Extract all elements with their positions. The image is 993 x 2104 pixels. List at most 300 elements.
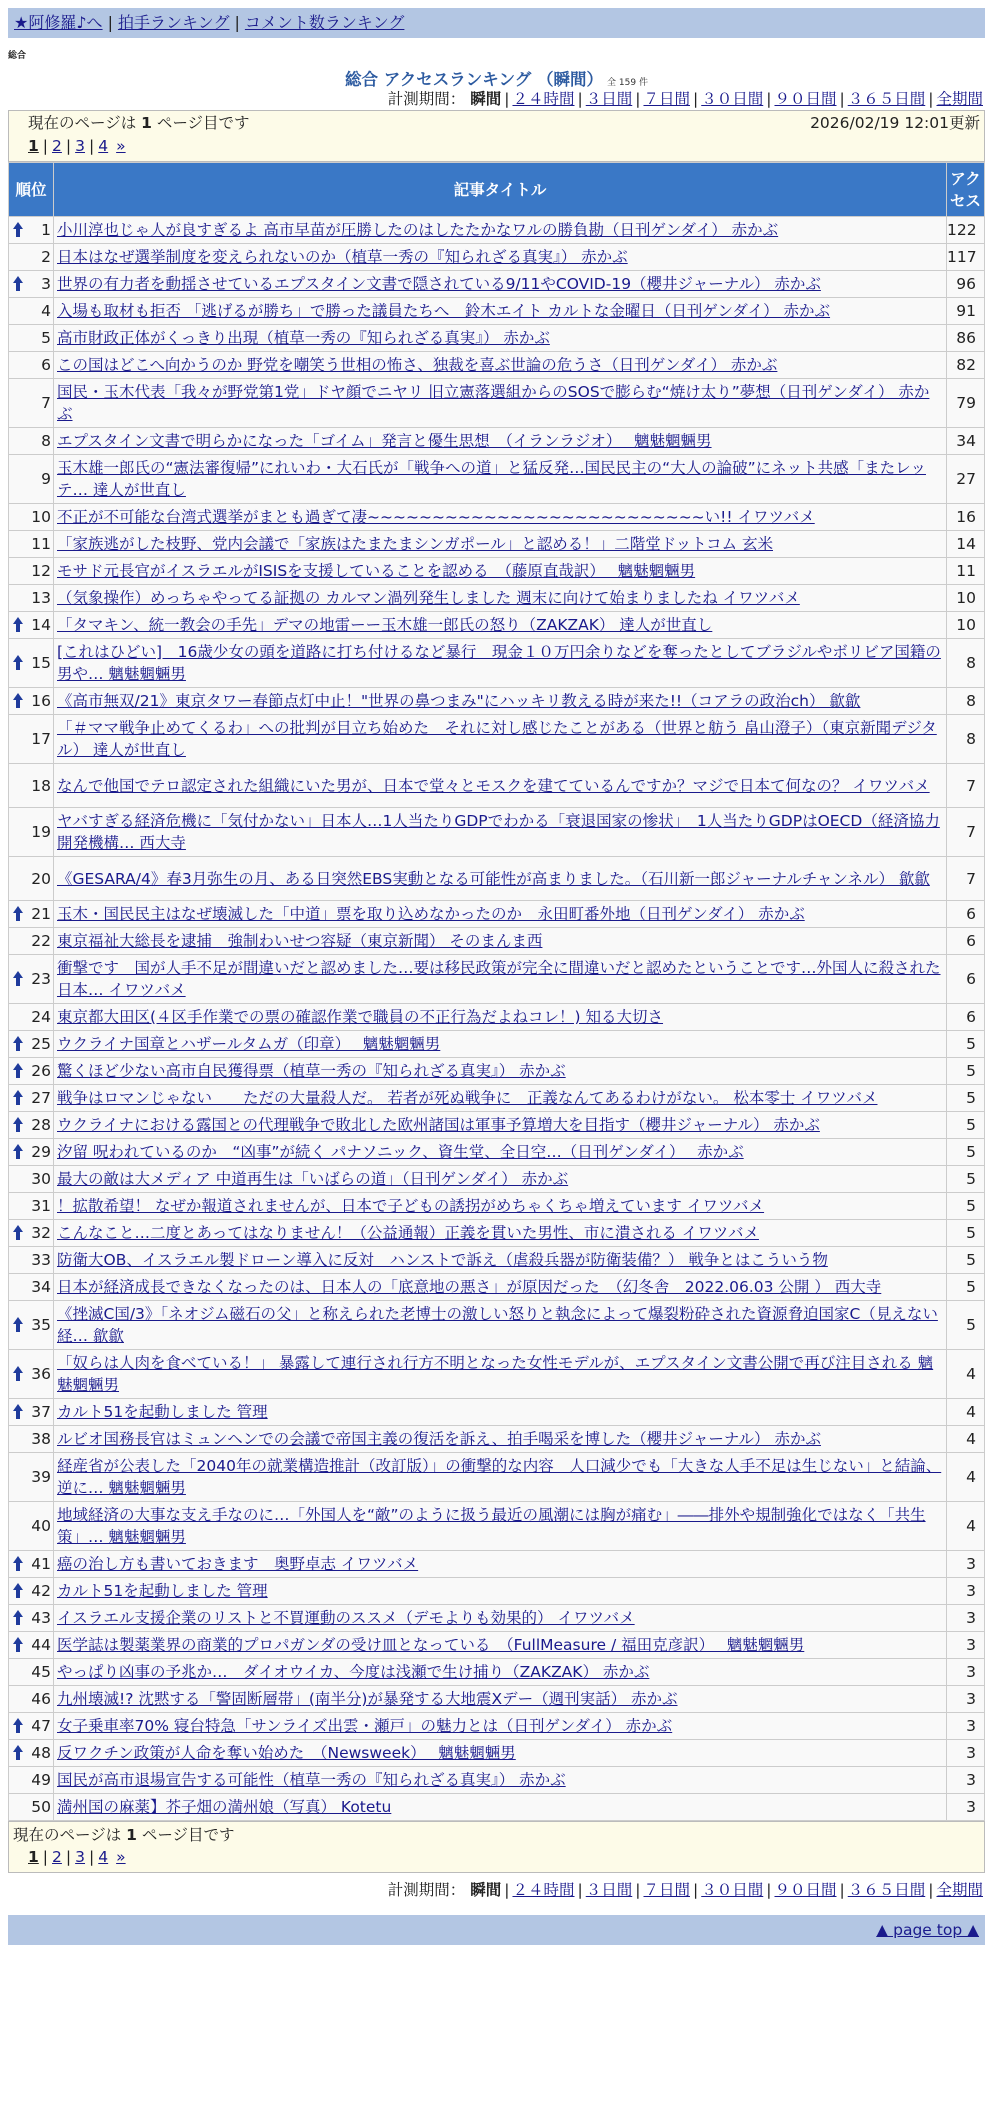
title-cell	[54, 688, 947, 715]
article-title-link[interactable]: 医学誌は製薬業界の商業的プロパガンダの受け皿となっている （FullMeasure / 福田克彦訳） 魑魅魍魎男	[57, 1636, 805, 1654]
title-cell	[54, 1058, 947, 1085]
table-row	[9, 504, 985, 531]
rank-cell	[9, 1659, 54, 1686]
article-title-link[interactable]: こんなこと…二度とあってはなりません！（公益通報）正義を貫いた男性、市に潰される イワツバメ	[57, 1224, 759, 1242]
article-title-link[interactable]: 国民が高市退場宣告する可能性（植草一秀の『知られざる真実』） 赤かぶ	[57, 1771, 566, 1789]
rank-number: 33	[31, 1251, 51, 1269]
total-count: 全 159 件	[607, 78, 648, 88]
rank-cell	[9, 585, 54, 612]
title-cell	[54, 955, 947, 1004]
rank-number: 49	[31, 1771, 51, 1789]
pager-bottom-next[interactable]: »	[116, 1848, 126, 1866]
rank-up-arrow-icon	[13, 1718, 23, 1734]
article-title-link[interactable]: 汐留 呪われているのか “凶事”が続く パナソニック、資生堂、全日空…（日刊ゲンダイ） 赤かぶ	[57, 1143, 744, 1161]
table-row	[9, 1350, 985, 1399]
rank-up-arrow-icon	[13, 222, 23, 238]
title-cell	[54, 764, 947, 808]
access-count: 4	[947, 1453, 985, 1502]
rank-number: 25	[31, 1035, 51, 1053]
article-title-link[interactable]: 「＃ママ戦争止めてくるわ」への批判が目立ち始めた それに対し感じたことがある（世界と舫う 畠山澄子）（東京新聞デジタル） 達人が世直し	[57, 719, 937, 759]
table-row	[9, 1453, 985, 1502]
rank-number: 50	[31, 1798, 51, 1816]
rank-number: 39	[31, 1468, 51, 1486]
access-count: 11	[947, 558, 985, 585]
access-count: 5	[947, 1058, 985, 1085]
access-count: 4	[947, 1350, 985, 1399]
title-cell	[54, 325, 947, 352]
rank-cell	[9, 857, 54, 901]
rank-cell	[9, 1605, 54, 1632]
article-title-link[interactable]: 小川淳也じゃ人が良すぎるよ 高市早苗が圧勝したのはしたたかなワルの勝負勘（日刊ゲンダイ） 赤かぶ	[57, 221, 779, 239]
category-label: 総合	[8, 51, 27, 61]
period-bottom-link-365d[interactable]: ３６５日間	[847, 1881, 926, 1899]
table-row	[9, 1139, 985, 1166]
nav-link-comment-ranking[interactable]: コメント数ランキング	[244, 13, 405, 32]
rank-up-arrow-icon	[13, 617, 23, 633]
rank-number: 22	[31, 932, 51, 950]
rank-number: 9	[41, 470, 51, 488]
rank-number: 26	[31, 1062, 51, 1080]
article-title-link[interactable]: カルト51を起動しました 管理	[57, 1403, 268, 1421]
access-count: 3	[947, 1578, 985, 1605]
rank-number: 46	[31, 1690, 51, 1708]
period-bottom-link-all[interactable]: 全期間	[936, 1881, 983, 1899]
rank-cell	[9, 1453, 54, 1502]
rank-number: 20	[31, 869, 51, 888]
table-row	[9, 1659, 985, 1686]
table-row	[9, 612, 985, 639]
title-cell	[54, 504, 947, 531]
period-bottom-link-7d[interactable]: ７日間	[643, 1881, 690, 1899]
top-nav-bar: ★阿修羅♪へ | 拍手ランキング | コメント数ランキング	[8, 8, 985, 38]
current-page-text-bottom: 現在のページは 1 ページ目です	[13, 1826, 235, 1844]
title-cell	[54, 1220, 947, 1247]
rank-cell	[9, 901, 54, 928]
rank-cell	[9, 1220, 54, 1247]
rank-number: 6	[41, 356, 51, 374]
article-title-link[interactable]: なんで他国でテロ認定された組織にいた男が、日本で堂々とモスクを建てているんですか？マジで日本て何なの？ イワツバメ	[57, 776, 930, 795]
rank-cell	[9, 1426, 54, 1453]
article-title-link[interactable]: [これはひどい] 16歳少女の頭を道路に打ち付けるなど暴行 現金１０万円余りなどを奪ったとしてブラジルやボリビア国籍の男や… 魑魅魍魎男	[57, 643, 941, 683]
access-count: 3	[947, 1794, 985, 1821]
rank-number: 44	[31, 1636, 51, 1654]
nav-link-asyura[interactable]: ★阿修羅♪へ	[14, 13, 103, 32]
article-title-link[interactable]: 防衛大OB、イスラエル製ドローン導入に反対 ハンストで訴え（虐殺兵器が防衛装備？） 戦争とはこういう物	[57, 1251, 828, 1269]
title-cell	[54, 1274, 947, 1301]
rank-cell	[9, 688, 54, 715]
rank-up-arrow-icon	[13, 1745, 23, 1761]
ranking-rows	[9, 217, 985, 1821]
rank-number: 7	[41, 394, 51, 412]
title-cell	[54, 531, 947, 558]
rank-number: 36	[31, 1365, 51, 1383]
current-page-number-bottom: 1	[126, 1826, 137, 1844]
bottom-bar	[8, 1915, 985, 1945]
period-link-3d[interactable]: ３日間	[585, 90, 633, 108]
access-count: 96	[947, 271, 985, 298]
table-row	[9, 1632, 985, 1659]
article-title-link[interactable]: ウクライナにおける露国との代理戦争で敗北した欧州諸国は軍事予算増大を目指す（櫻井ジャーナル） 赤かぶ	[57, 1116, 820, 1134]
table-row	[9, 1220, 985, 1247]
period-bottom-link-90d[interactable]: ９０日間	[774, 1881, 837, 1899]
rank-up-arrow-icon	[13, 1556, 23, 1572]
rank-up-arrow-icon	[13, 1317, 23, 1333]
article-title-link[interactable]: 「タマキン、統一教会の手先」デマの地雷ーー玉木雄一郎氏の怒り（ZAKZAK） 達人が世直し	[57, 616, 713, 634]
access-count: 5	[947, 1085, 985, 1112]
rank-cell	[9, 955, 54, 1004]
rank-cell	[9, 1085, 54, 1112]
access-count: 8	[947, 688, 985, 715]
period-link-all[interactable]: 全期間	[936, 90, 983, 108]
rank-up-arrow-icon	[13, 1637, 23, 1653]
access-count: 34	[947, 428, 985, 455]
title-cell	[54, 1004, 947, 1031]
rank-cell	[9, 455, 54, 504]
title-cell	[54, 298, 947, 325]
table-row	[9, 325, 985, 352]
updated-timestamp: 2026/02/19 12:01更新	[810, 114, 980, 132]
pager-link-2[interactable]: 2	[52, 137, 62, 155]
rank-up-arrow-icon	[13, 693, 23, 709]
rank-number: 41	[31, 1555, 51, 1573]
article-title-link[interactable]: 《高市無双/21》東京タワー春節点灯中止！"世界の鼻つまみ"にハッキリ教える時が来た!!（コアラの政治ch） 歙歙	[57, 692, 861, 710]
access-count: 3	[947, 1632, 985, 1659]
rank-number: 32	[31, 1224, 51, 1242]
article-title-link[interactable]: 驚くほど少ない高市自民獲得票（植草一秀の『知られざる真実』） 赤かぶ	[57, 1062, 566, 1080]
pager-next[interactable]: »	[116, 137, 126, 155]
rank-up-arrow-icon	[13, 1225, 23, 1241]
title-cell	[54, 1301, 947, 1350]
rank-cell	[9, 1502, 54, 1551]
table-row	[9, 1301, 985, 1350]
table-row	[9, 857, 985, 901]
pager-bottom: 1 | 2 | 3 | 4 »	[28, 1848, 126, 1866]
rank-up-arrow-icon	[13, 971, 23, 987]
pager: 1 | 2 | 3 | 4 »	[28, 137, 126, 155]
article-title-link[interactable]: エプスタイン文書で明らかになった「ゴイム」発言と優生思想 （イランラジオ） 魑魅魍魎男	[57, 432, 712, 450]
rank-cell	[9, 764, 54, 808]
table-row	[9, 1605, 985, 1632]
title-cell	[54, 1031, 947, 1058]
pager-bottom-link-4[interactable]: 4	[98, 1848, 109, 1866]
title-cell	[54, 1139, 947, 1166]
rank-number: 15	[31, 654, 51, 672]
table-row	[9, 271, 985, 298]
period-bottom-link-30d[interactable]: ３０日間	[701, 1881, 764, 1899]
table-row	[9, 1686, 985, 1713]
table-row	[9, 244, 985, 271]
access-count: 5	[947, 1139, 985, 1166]
access-count: 7	[947, 857, 985, 901]
nav-link-applause-ranking[interactable]: 拍手ランキング	[117, 13, 230, 32]
rank-cell	[9, 1767, 54, 1794]
table-row	[9, 688, 985, 715]
table-row	[9, 764, 985, 808]
access-count: 3	[947, 1659, 985, 1686]
table-row	[9, 585, 985, 612]
article-title-link[interactable]: 癌の治し方も書いておきます 奥野卓志 イワツバメ	[57, 1555, 419, 1573]
rank-cell	[9, 928, 54, 955]
article-title-link[interactable]: 日本はなぜ選挙制度を変えられないのか（植草一秀の『知られざる真実』） 赤かぶ	[57, 248, 628, 266]
rank-cell	[9, 1794, 54, 1821]
rank-up-arrow-icon	[13, 1404, 23, 1420]
rank-up-arrow-icon	[13, 906, 23, 922]
table-row	[9, 1713, 985, 1740]
article-title-link[interactable]: やっぱり凶事の予兆か… ダイオウイカ、今度は浅瀬で生け捕り（ZAKZAK） 赤かぶ	[57, 1663, 650, 1681]
page-title	[8, 66, 985, 88]
article-title-link[interactable]: （気象操作）めっちゃやってる証拠の カルマン渦列発生しました 週末に向けて始まりましたね イワツバメ	[57, 589, 800, 607]
access-count: 5	[947, 1220, 985, 1247]
pager-bottom-link-2[interactable]: 2	[52, 1848, 62, 1866]
rank-number: 4	[41, 302, 51, 320]
period-link-24h[interactable]: ２４時間	[512, 90, 575, 108]
access-count: 8	[947, 715, 985, 764]
article-title-link[interactable]: モサド元長官がイスラエルがISISを支援していることを認める （藤原直哉訳） 魑魅魍魎男	[57, 562, 696, 580]
rank-cell	[9, 325, 54, 352]
article-title-link[interactable]: ルビオ国務長官はミュンヘンでの会議で帝国主義の復活を訴え、拍手喝采を博した（櫻井ジャーナル） 赤かぶ	[57, 1430, 821, 1448]
rank-up-arrow-icon	[13, 1610, 23, 1626]
title-cell	[54, 1453, 947, 1502]
article-title-link[interactable]: 入場も取材も拒否 「逃げるが勝ち」で勝った議員たちへ 鈴木エイト カルトな金曜日（日刊ゲンダイ） 赤かぶ	[57, 302, 831, 320]
title-cell	[54, 271, 947, 298]
rank-cell	[9, 1004, 54, 1031]
rank-number: 27	[31, 1089, 51, 1107]
rank-cell	[9, 1551, 54, 1578]
access-count: 10	[947, 585, 985, 612]
article-title-link[interactable]: ヤバすぎる経済危機に「気付かない」日本人…1人当たりGDPでわかる「衰退国家の惨状」 1人当たりGDPはOECD（経済協力開発機構… 西大寺	[57, 812, 940, 852]
rank-cell	[9, 379, 54, 428]
article-title-link[interactable]: 東京福祉大総長を逮捕 強制わいせつ容疑（東京新聞） そのまんま西	[57, 932, 543, 950]
table-row	[9, 1274, 985, 1301]
article-title-link[interactable]: 九州壊滅!? 沈黙する「警固断層帯」(南半分)が暴発する大地震Xデー（週刊実話） 赤かぶ	[57, 1690, 678, 1708]
access-count: 5	[947, 1166, 985, 1193]
access-count: 3	[947, 1686, 985, 1713]
rank-number: 31	[31, 1197, 51, 1215]
rank-number: 2	[41, 248, 51, 266]
table-row	[9, 1247, 985, 1274]
access-count: 6	[947, 928, 985, 955]
title-cell	[54, 857, 947, 901]
title-cell	[54, 1551, 947, 1578]
table-row	[9, 1578, 985, 1605]
title-cell	[54, 1426, 947, 1453]
title-cell	[54, 1713, 947, 1740]
access-count: 117	[947, 244, 985, 271]
access-count: 10	[947, 612, 985, 639]
article-title-link[interactable]: 不正が不可能な台湾式選挙がまとも過ぎて凄~~~~~~~~~~~~~~~~~~~~~~~~~~い!! イワツバメ	[57, 508, 815, 526]
rank-number: 48	[31, 1744, 51, 1762]
period-link-30d[interactable]: ３０日間	[701, 90, 764, 108]
access-count: 122	[947, 217, 985, 244]
table-row	[9, 1112, 985, 1139]
rank-cell	[9, 1193, 54, 1220]
access-count: 86	[947, 325, 985, 352]
article-title-link[interactable]: ！拡散希望！ なぜか報道されませんが、日本で子どもの誘拐がめちゃくちゃ増えています イワツバメ	[57, 1197, 765, 1215]
article-title-link[interactable]: 東京都大田区(４区手作業での票の確認作業で職員の不正行為だよねコレ！) 知る大切さ	[57, 1008, 664, 1026]
pager-bottom-link-3[interactable]: 3	[75, 1848, 86, 1866]
rank-number: 12	[31, 562, 51, 580]
article-title-link[interactable]: 最大の敵は大メディア 中道再生は「いばらの道」（日刊ゲンダイ） 赤かぶ	[57, 1170, 569, 1188]
table-row	[9, 1058, 985, 1085]
rank-number: 18	[31, 776, 51, 795]
article-title-link[interactable]: 《GESARA/4》春3月弥生の月、ある日突然EBS実動となる可能性が高まりました。（石川新一郎ジャーナルチャンネル） 歙歙	[57, 869, 930, 888]
rank-cell	[9, 428, 54, 455]
rank-cell	[9, 1686, 54, 1713]
article-title-link[interactable]: 地域経済の大事な支え手なのに…「外国人を“敵”のように扱う最近の風潮には胸が痛む」――排外や規制強化ではなく「共生策」… 魑魅魍魎男	[57, 1506, 926, 1546]
current-page-number: 1	[141, 114, 152, 132]
rank-up-arrow-icon	[13, 276, 23, 292]
article-title-link[interactable]: 日本が経済成長できなくなったのは、日本人の「底意地の悪さ」が原因だった （幻冬舎 2022.06.03 公開 ） 西大寺	[57, 1278, 882, 1296]
article-title-link[interactable]: ウクライナ国章とハザールタムガ（印章） 魑魅魍魎男	[57, 1035, 441, 1053]
article-title-link[interactable]: カルト51を起動しました 管理	[57, 1582, 268, 1600]
table-row	[9, 352, 985, 379]
period-link-7d[interactable]: ７日間	[643, 90, 690, 108]
ranking-table	[8, 162, 985, 1821]
pager-link-4[interactable]: 4	[98, 137, 109, 155]
page-info-box	[8, 110, 985, 162]
title-cell	[54, 1794, 947, 1821]
table-row	[9, 1004, 985, 1031]
rank-cell	[9, 1350, 54, 1399]
rank-up-arrow-icon	[13, 1366, 23, 1382]
access-count: 7	[947, 764, 985, 808]
title-cell	[54, 808, 947, 857]
access-count: 6	[947, 1004, 985, 1031]
rank-number: 16	[31, 692, 51, 710]
article-title-link[interactable]: 世界の有力者を動揺させているエプスタイン文書で隠されている9/11やCOVID-19（櫻井ジャーナル） 赤かぶ	[57, 275, 821, 293]
access-count: 8	[947, 639, 985, 688]
rank-up-arrow-icon	[13, 1144, 23, 1160]
article-title-link[interactable]: 玉木雄一郎氏の“憲法審復帰”にれいわ・大石氏が「戦争への道」と猛反発…国民民主の“大人の論破”にネット共感「またレッテ… 達人が世直し	[57, 459, 926, 499]
article-title-link[interactable]: 女子乗車率70% 寝台特急「サンライズ出雲・瀬戸」の魅力とは（日刊ゲンダイ） 赤かぶ	[57, 1717, 673, 1735]
table-row	[9, 298, 985, 325]
article-title-link[interactable]: 国民・玉木代表「我々が野党第1党」ドヤ顔でニヤリ 旧立憲落選組からのSOSで膨らむ“焼け太り”夢想（日刊ゲンダイ） 赤かぶ	[57, 383, 930, 423]
rank-number: 34	[31, 1278, 51, 1296]
table-row	[9, 1193, 985, 1220]
access-count: 3	[947, 1767, 985, 1794]
rank-cell	[9, 1301, 54, 1350]
access-count: 3	[947, 1713, 985, 1740]
title-cell	[54, 1659, 947, 1686]
article-title-link[interactable]: 「奴らは人肉を食べている！」 暴露して連行され行方不明となった女性モデルが、エプスタイン文書公開で再び注目される 魑魅魍魎男	[57, 1354, 934, 1394]
period-link-90d[interactable]: ９０日間	[774, 90, 837, 108]
table-row	[9, 428, 985, 455]
access-count: 5	[947, 1031, 985, 1058]
access-count: 4	[947, 1399, 985, 1426]
title-cell	[54, 639, 947, 688]
rank-number: 19	[31, 823, 51, 841]
rank-number: 1	[41, 221, 51, 239]
access-count: 82	[947, 352, 985, 379]
rank-cell	[9, 558, 54, 585]
rank-number: 5	[41, 329, 51, 347]
period-link-365d[interactable]: ３６５日間	[847, 90, 926, 108]
access-count: 27	[947, 455, 985, 504]
rank-cell	[9, 1112, 54, 1139]
title-cell	[54, 1605, 947, 1632]
article-title-link[interactable]: 戦争はロマンじゃない ただの大量殺人だ。 若者が死ぬ戦争に 正義なんてあるわけがない。 松本零士 イワツバメ	[57, 1089, 878, 1107]
title-cell	[54, 1578, 947, 1605]
title-cell	[54, 1399, 947, 1426]
table-row	[9, 928, 985, 955]
access-count: 5	[947, 1301, 985, 1350]
access-count: 5	[947, 1112, 985, 1139]
article-title-link[interactable]: この国はどこへ向かうのか 野党を嘲笑う世相の怖さ、独裁を喜ぶ世論の危うさ（日刊ゲンダイ） 赤かぶ	[57, 356, 778, 374]
period-current: 瞬間	[470, 90, 502, 108]
rank-number: 8	[41, 432, 51, 450]
rank-cell	[9, 612, 54, 639]
current-page-text: 現在のページは 1 ページ目です	[28, 114, 250, 132]
rank-number: 35	[31, 1316, 51, 1334]
header-title: 記事タイトル	[54, 163, 947, 217]
table-row	[9, 1399, 985, 1426]
period-label-bottom: 計測期間：	[387, 1881, 466, 1899]
title-cell	[54, 1632, 947, 1659]
rank-up-arrow-icon	[13, 1063, 23, 1079]
table-row	[9, 531, 985, 558]
rank-number: 42	[31, 1582, 51, 1600]
article-title-link[interactable]: 「家族逃がした枝野、党内会議で「家族はたまたまシンガポール」と認める！」二階堂ドットコム 玄米	[57, 535, 773, 553]
access-count: 5	[947, 1193, 985, 1220]
period-selector: 計測期間： 瞬間 | ２４時間 | ３日間 | ７日間 | ３０日間 | ９０日間 | ３６５日間 | 全期間	[387, 90, 983, 108]
table-row	[9, 1031, 985, 1058]
title-cell	[54, 455, 947, 504]
article-title-link[interactable]: 反ワクチン政策が人命を奪い始めた （Newsweek） 魑魅魍魎男	[57, 1744, 516, 1762]
rank-number: 3	[41, 275, 51, 293]
rank-cell	[9, 1139, 54, 1166]
title-cell	[54, 352, 947, 379]
title-cell	[54, 1350, 947, 1399]
period-bottom-link-24h[interactable]: ２４時間	[512, 1881, 575, 1899]
title-cell	[54, 1193, 947, 1220]
period-bottom-link-3d[interactable]: ３日間	[585, 1881, 633, 1899]
article-title-link[interactable]: 衝撃です 国が人手不足が間違いだと認めました…要は移民政策が完全に間違いだと認めたということです…外国人に殺された日本… イワツバメ	[57, 959, 941, 999]
title-cell	[54, 1112, 947, 1139]
page-top-link[interactable]: ▲ page top ▲	[876, 1921, 979, 1939]
article-title-link[interactable]: 経産省が公表した「2040年の就業構造推計（改訂版）」の衝撃的な内容 人口減少でも「大きな人手不足は生じない」と結論、逆に… 魑魅魍魎男	[57, 1457, 942, 1497]
rank-cell	[9, 352, 54, 379]
rank-up-arrow-icon	[13, 1583, 23, 1599]
table-row	[9, 808, 985, 857]
article-title-link[interactable]: 《挫滅C国/3》「ネオジム磁石の父」と称えられた老博士の激しい怒りと執念によって爆裂粉砕された資源脅迫国家C（見えない経… 歙歙	[57, 1305, 938, 1345]
title-cell	[54, 558, 947, 585]
table-row	[9, 217, 985, 244]
rank-cell	[9, 1058, 54, 1085]
rank-cell	[9, 808, 54, 857]
article-title-link[interactable]: 玉木・国民民主はなぜ壊滅した「中道」票を取り込めなかったのか 永田町番外地（日刊ゲンダイ） 赤かぶ	[57, 905, 805, 923]
article-title-link[interactable]: イスラエル支援企業のリストと不買運動のススメ（デモよりも効果的） イワツバメ	[57, 1609, 635, 1627]
access-count: 6	[947, 955, 985, 1004]
article-title-link[interactable]: 満州国の麻薬】芥子畑の満州娘（写真） Kotetu	[57, 1798, 392, 1816]
access-count: 3	[947, 1605, 985, 1632]
rank-up-arrow-icon	[13, 1090, 23, 1106]
page-title-text: 総合 アクセスランキング （瞬間）	[345, 70, 604, 89]
rank-number: 21	[31, 905, 51, 923]
pager-link-3[interactable]: 3	[75, 137, 86, 155]
table-row	[9, 1794, 985, 1821]
access-count: 4	[947, 1426, 985, 1453]
rank-cell	[9, 531, 54, 558]
rank-number: 10	[31, 508, 51, 526]
rank-cell	[9, 1247, 54, 1274]
header-access: アクセス	[947, 163, 985, 217]
rank-number: 45	[31, 1663, 51, 1681]
article-title-link[interactable]: 高市財政正体がくっきり出現（植草一秀の『知られざる真実』） 赤かぶ	[57, 329, 550, 347]
title-cell	[54, 901, 947, 928]
page-info-box-bottom	[8, 1821, 985, 1873]
table-row	[9, 1551, 985, 1578]
title-cell	[54, 928, 947, 955]
